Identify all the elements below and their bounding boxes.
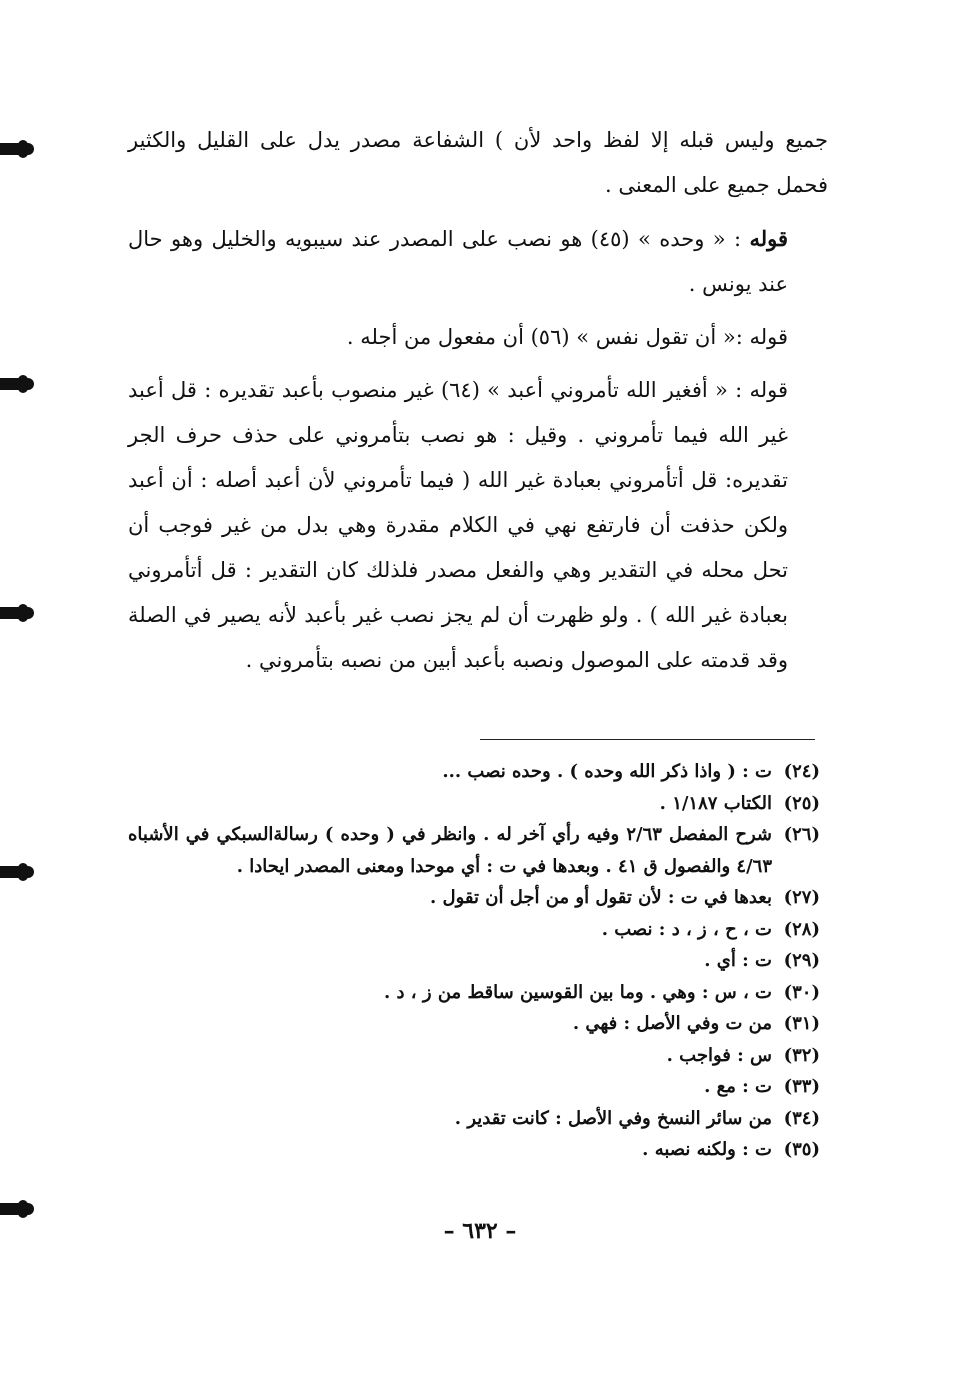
footnote-number: (٣١) <box>783 1013 820 1034</box>
footnote <box>128 788 820 820</box>
paragraph <box>128 216 828 307</box>
footnote <box>128 1134 820 1166</box>
footnote-text: من سائر النسخ وفي الأصل : كانت تقدير . <box>454 1107 772 1129</box>
footnote-text: س : فواجب . <box>666 1044 772 1066</box>
footnote <box>128 756 820 788</box>
footnote <box>128 1040 820 1072</box>
footnote <box>128 945 820 977</box>
footnote-text: بعدها في ت : لأن تقول أو من أجل أن تقول . <box>430 887 772 908</box>
footnote <box>128 819 820 882</box>
paragraph-text: قوله :« أن تقول نفس » (٥٦) أن مفعول من أجله . <box>346 325 788 349</box>
footnote-text: ت ، ح ، ز ، د : نصب . <box>601 918 772 940</box>
footnote-number: (٢٨) <box>783 918 820 940</box>
footnote-number: (٢٥) <box>783 792 820 814</box>
binding-marks <box>0 0 40 1376</box>
footnote <box>128 1071 820 1103</box>
page-number: – ٦٣٢ – <box>443 1218 517 1244</box>
main-text <box>128 118 828 691</box>
paragraph <box>128 368 828 683</box>
footnote-number: (٣٤) <box>783 1107 820 1129</box>
footnote <box>128 914 820 946</box>
footnote-text: شرح المفصل ٢/٦٣ وفيه رأي آخر له . وانظر في ( وحده ) رسالةالسبكي في الأشباه ٤/٦٣ والفصول ق ٤١ . وبعدها في ت : أي موحدا ومعنى المصدر ايحادا . <box>128 824 773 877</box>
footnote <box>128 1008 820 1040</box>
paragraph <box>128 315 828 360</box>
footnote-text: ت : مع . <box>704 1076 772 1097</box>
footnote <box>128 882 820 914</box>
paragraph-text: جميع وليس قبله إلا لفظ واحد لأن ) الشفاعة مصدر يدل على القليل والكثير فحمل جميع على المعنى . <box>128 128 828 197</box>
footnote-number: (٣٣) <box>783 1076 820 1097</box>
binding-mark <box>0 1203 34 1215</box>
paragraph <box>128 118 828 208</box>
paragraph-text: قوله : « أفغير الله تأمروني أعبد » (٦٤) غير منصوب بأعبد تقديره : قل أعبد غير الله فيما تأمروني . وقيل : هو نصب بتأمروني على حذف حرف الجر تقديره: قل أتأمروني بعبادة غير الله ( فيما تأمروني لأن أعبد أصله : أن أعبد ولكن حذفت أن فارتفع نهي في الكلام مقدرة وهي بدل من غير فوجب أن تحل محله في التقدير وهي والفعل مصدر فلذلك كان التقدير : قل أتأمروني بعبادة غير الله ) . ولو ظهرت أن لم يجز نصب غير بأعبد لأنه يصير في الصلة وقد قدمته على الموصول ونصبه بأعبد أبين من نصبه بتأمروني . <box>128 378 788 672</box>
footnote <box>128 1103 820 1135</box>
footnote-text: من ت وفي الأصل : فهي . <box>572 1013 772 1034</box>
footnote-separator <box>480 739 815 740</box>
binding-mark <box>0 607 34 619</box>
footnote-number: (٢٩) <box>783 950 820 971</box>
footnote-text: ت : ولكنه نصبه . <box>642 1139 772 1160</box>
footnote <box>128 977 820 1009</box>
footnote-number: (٢٦) <box>783 824 820 845</box>
binding-mark <box>0 143 34 155</box>
footnote-text: ت : ( واذا ذكر الله وحده ) . وحده نصب ... <box>442 761 772 782</box>
footnote-number: (٢٧) <box>783 887 820 908</box>
footnote-text: الكتاب ١/١٨٧ . <box>659 792 772 814</box>
footnote-number: (٢٤) <box>783 761 820 782</box>
paragraph-lead: قوله <box>749 226 788 251</box>
footnotes <box>128 756 820 1166</box>
footnote-number: (٣٥) <box>783 1139 820 1160</box>
footnote-number: (٣٠) <box>783 981 820 1003</box>
binding-mark <box>0 378 34 390</box>
binding-mark <box>0 866 34 878</box>
footnote-text: ت : أي . <box>704 950 772 971</box>
footnote-number: (٣٢) <box>783 1044 820 1066</box>
paragraph-text: : « وحده » (٤٥) هو نصب على المصدر عند سيبويه والخليل وهو حال عند يونس . <box>128 227 788 296</box>
footnote-text: ت ، س : وهي . وما بين القوسين ساقط من ز ، د . <box>383 981 772 1003</box>
